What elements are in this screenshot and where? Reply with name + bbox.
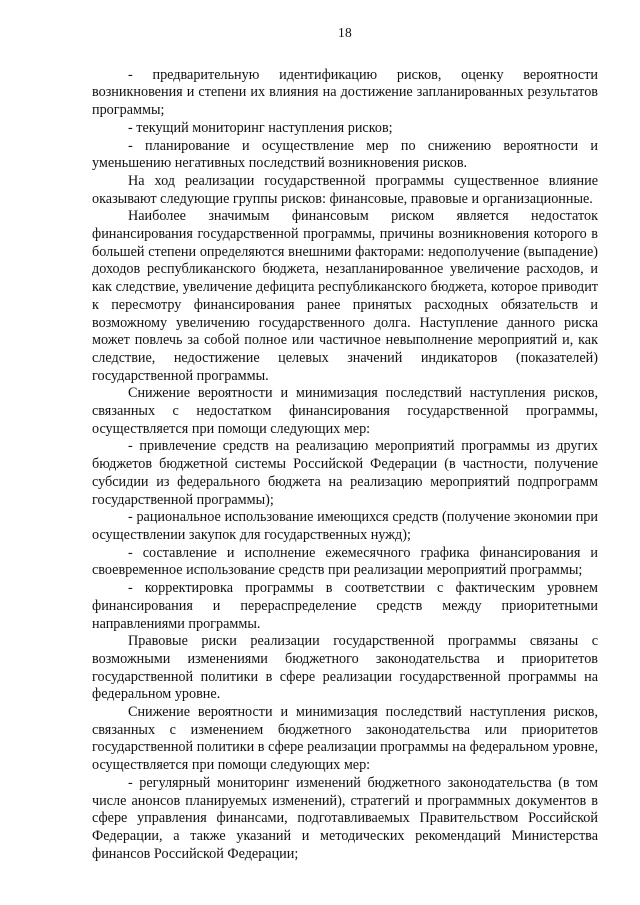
list-item-legislation-monitoring: - регулярный мониторинг изменений бюджетного законодательства (в том числе анонсов планируемых изменений), стратегий и программных документов в сфере управления финансами, подготавливаемых Правительством Российской Федерации, а также указаний и методических рекомендаций Министерства финансов Российской Федерации; [92,774,598,862]
list-item-risk-monitoring: - текущий мониторинг наступления рисков; [128,119,393,136]
list-item-rational-use: - рациональное использование имеющихся средств (получение экономии при осуществлении закупок для государственных нужд); [92,509,598,543]
list-item-risk-identification: - предварительную идентификацию рисков, оценку вероятности возникновения и степени их влияния на достижение запланированных результатов программы; [92,66,598,119]
list-item-risk-planning: - планирование и осуществление мер по снижению вероятности и уменьшению негативных последствий возникновения рисков. [92,137,598,172]
paragraph-financial-risk-measures: Снижение вероятности и минимизация последствий наступления рисков, связанных с недостатком финансирования государственной программы, осуществляется при помощи следующих мер: [92,385,598,437]
list-item-monthly-schedule: - составление и исполнение ежемесячного графика финансирования и своевременное использование средств при реализации мероприятий программы; [92,544,598,579]
paragraph-legal-risk-measures: Снижение вероятности и минимизация последствий наступления рисков, связанных с изменением бюджетного законодательства или приоритетов государственной политики в сфере реализации программы на федеральном уровне, осуществляется при помощи следующих мер: [92,704,598,774]
paragraph-risk-groups: На ход реализации государственной программы существенное влияние оказывают следующие группы рисков: финансовые, правовые и организационные. [92,172,598,207]
document-page [92,24,598,863]
paragraph-legal-risk: Правовые риски реализации государственной программы связаны с возможными изменениями бюджетного законодательства и приоритетов государственной политики в сфере реализации государственной программы на федеральном уровне. [92,633,598,703]
list-item-attract-funds: - привлечение средств на реализацию мероприятий программы из других бюджетов бюджетной системы Российской Федерации (в частности, получение субсидии из федерального бюджета на реализацию мероприятий подпрограмм государственной программы); [92,438,598,508]
list-item-program-adjustment: - корректировка программы в соответствии с фактическим уровнем финансирования и перераспределение средств между приоритетными направлениями программы. [92,580,598,632]
page-number: 18 [337,25,353,40]
paragraph-financial-risk: Наиболее значимым финансовым риском является недостаток финансирования государственной программы, причины возникновения которого в большей степени определяются внешними факторами: недополучение (выпадение) доходов республиканского бюджета, незапланированное увеличение расходов, и как следствие, увеличение дефицита республиканского бюджета, которое приводит к пересмотру финансирования ранее принятых расходных обязательств и возможному увеличению государственного долга. Наступление данного риска может повлечь за собой полное или частичное невыполнение мероприятий и, как следствие, недостижение целевых значений индикаторов (показателей) государственной программы. [92,208,598,384]
